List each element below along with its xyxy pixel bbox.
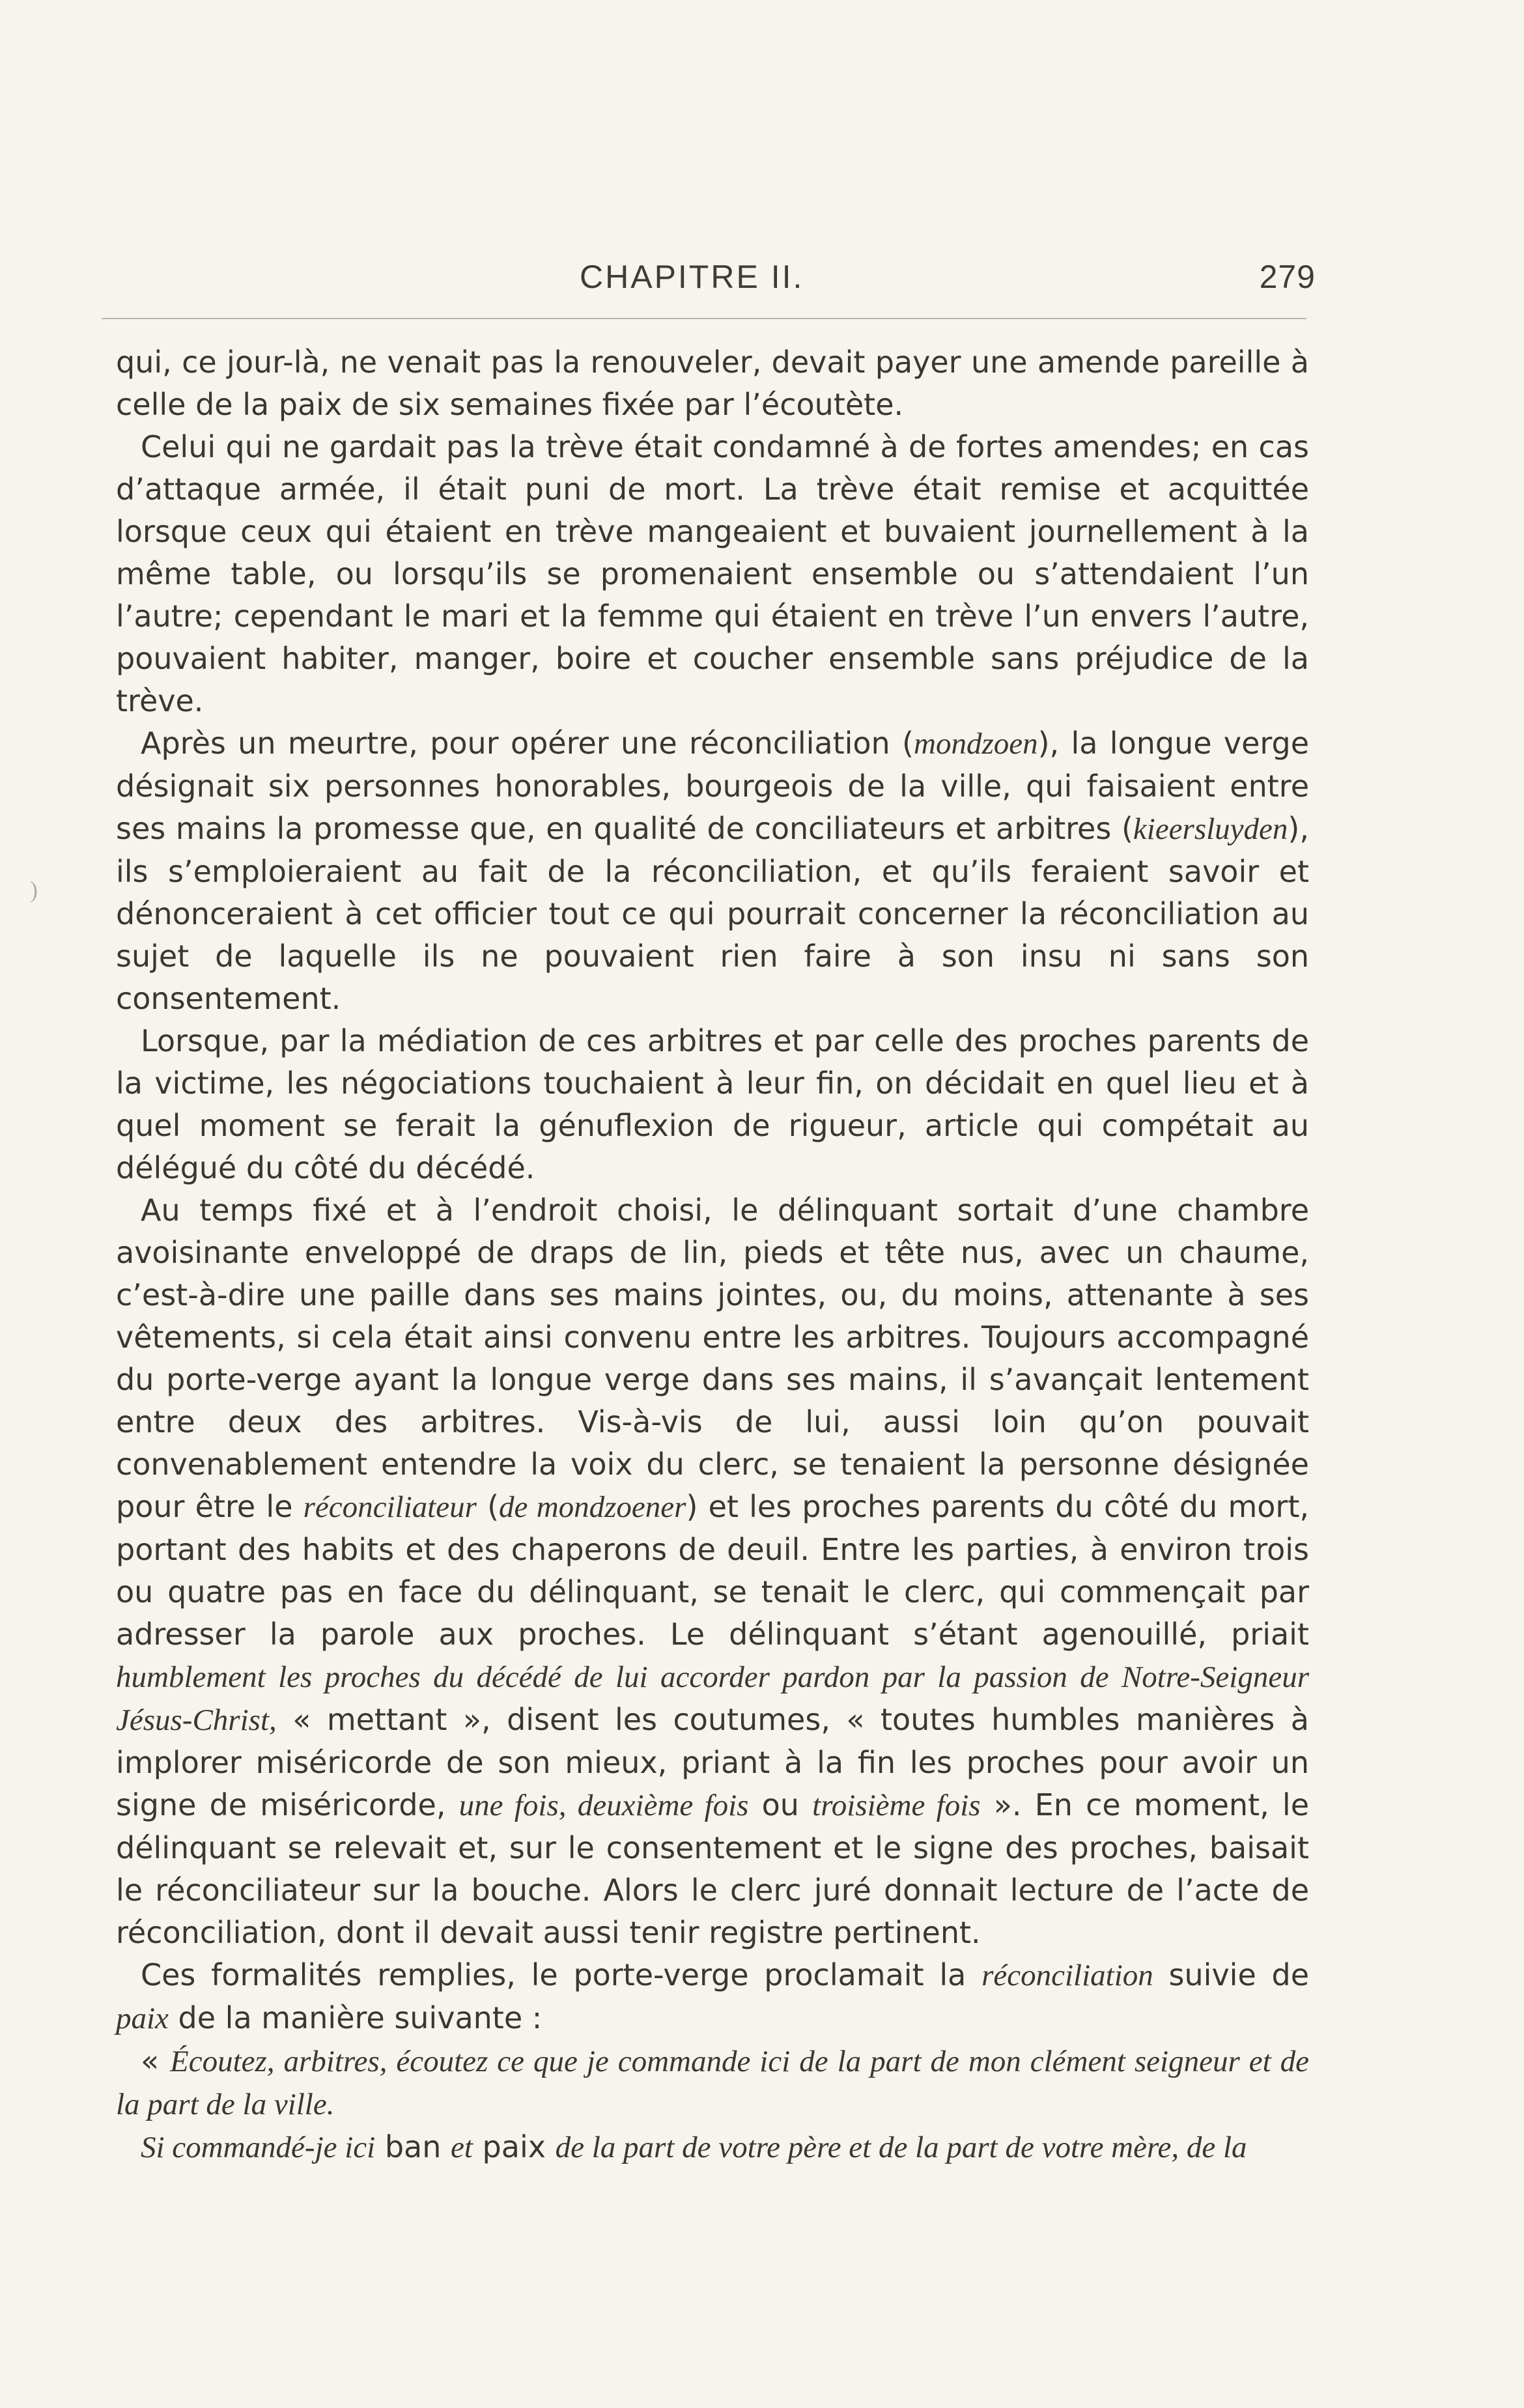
paragraph (116, 2040, 1309, 2126)
text-run: Lorsque, par la médiation de ces arbitres et par celle des proches parents de la victime, les négociations touchaient à leur fin, on décidait en quel lieu et à quel moment se ferait la génuflexion de rigueur, article qui compétait au délégué du côté du décédé. (116, 1023, 1309, 1185)
paragraph (116, 426, 1309, 722)
italic-text: Si commandé-je ici (141, 2131, 376, 2164)
text-run: ( (476, 1489, 500, 1524)
italic-text: de la part de votre père et de la part de votre mère, de la (555, 2131, 1247, 2164)
header-rule (102, 318, 1306, 319)
paragraph (116, 722, 1309, 1020)
paragraph (116, 1189, 1309, 1954)
paragraph (116, 1954, 1309, 2040)
italic-text: de mondzoener (499, 1490, 686, 1524)
text-run: Celui qui ne gardait pas la trève était condamné à de fortes amendes; en cas d’attaque armée, il était puni de mort. La trève était remise et acquittée lorsque ceux qui étaient en trève mangeaient et buvaient journellement à la même table, ou lorsqu’ils se promenaient ensemble ou s’attendaient l’un l’autre; cependant le mari et la femme qui étaient en trève l’un envers l’autre, pouvaient habiter, manger, boire et coucher ensemble sans préjudice de la trève. (116, 429, 1309, 718)
text-run: de la manière suivante : (168, 2000, 543, 2035)
italic-text: mondzoen (914, 727, 1038, 761)
paragraph (116, 1020, 1309, 1189)
text-run: « mettant », disent les coutumes, « toutes humbles manières à implorer miséricorde de son mieux, priant à la fin les proches pour avoir un signe de miséricorde, (116, 1702, 1309, 1822)
italic-text: Écoutez, arbitres, écoutez ce que je commande ici de la part de mon clément seigneur et de la part de la ville. (116, 2045, 1309, 2121)
chapter-title: CHAPITRE II. (580, 259, 804, 295)
italic-text: réconciliation (981, 1959, 1153, 1992)
italic-text: réconciliateur (303, 1490, 477, 1524)
italic-text: troisième fois (812, 1789, 981, 1822)
page-number: 279 (1259, 259, 1316, 295)
text-run: Ces formalités remplies, le porte-verge proclamait la (141, 1957, 982, 1992)
italic-text: une fois, deuxième fois (459, 1789, 749, 1822)
text-run: ), la longue verge désignait six personnes honorables, bourgeois de la ville, qui faisaient entre ses mains la promesse que, en qualité de conciliateurs et arbitres ( (116, 726, 1310, 846)
paragraph (116, 2126, 1309, 2169)
text-run: Au temps fixé et à l’endroit choisi, le délinquant sortait d’une chambre avoisinante enveloppé de draps de lin, pieds et tête nus, avec un chaume, c’est-à-dire une paille dans ses mains jointes, ou, du moins, attenante à ses vêtements, si cela était ainsi convenu entre les arbitres. Toujours accompagné du porte-verge ayant la longue verge dans ses mains, il s’avançait lentement entre deux des arbitres. Vis-à-vis de lui, aussi loin qu’on pouvait convenablement entendre la voix du clerc, se tenaient la personne désignée pour être le (116, 1193, 1309, 1524)
text-run: qui, ce jour-là, ne venait pas la renouveler, devait payer une amende pareille à celle de la paix de six semaines fixée par l’écoutète. (116, 345, 1309, 422)
text-run: ), ils s’emploieraient au fait de la réconciliation, et qu’ils feraient savoir et dénonceraient à cet officier tout ce qui pourrait concerner la réconciliation au sujet de laquelle ils ne pouvaient rien faire à son insu ni sans son consentement. (116, 811, 1309, 1016)
italic-text: humblement les proches du décédé de lui accorder pardon par la passion de Notre-Seigneur Jésus-Christ, (116, 1660, 1309, 1737)
text-run: paix (472, 2129, 556, 2164)
text-run: Après un meurtre, pour opérer une réconciliation ( (141, 726, 914, 761)
text-run: ». En ce moment, le délinquant se relevait et, sur le consentement et le signe des proches, baisait le réconciliateur sur la bouche. Alors le clerc juré donnait lecture de l’acte de réconciliation, dont il devait aussi tenir registre pertinent. (116, 1787, 1310, 1950)
text-run: suivie de (1153, 1957, 1310, 1992)
text-run: ) et les proches parents du côté du mort, portant des habits et des chaperons de deuil. Entre les parties, à environ trois ou quatre pas en face du délinquant, se tenait le clerc, qui commençait par adresser la parole aux proches. Le délinquant s’étant agenouillé, priait (116, 1489, 1310, 1652)
text-run: « (141, 2043, 170, 2078)
running-head (98, 258, 1316, 304)
margin-mark: ) (30, 877, 38, 903)
text-run: ban (375, 2129, 451, 2164)
text-run: ou (748, 1787, 813, 1822)
paragraph (116, 341, 1309, 426)
italic-text: kieersluyden (1133, 812, 1288, 846)
body-text (116, 341, 1309, 2169)
italic-text: et (451, 2131, 473, 2164)
italic-text: paix (116, 2002, 169, 2035)
